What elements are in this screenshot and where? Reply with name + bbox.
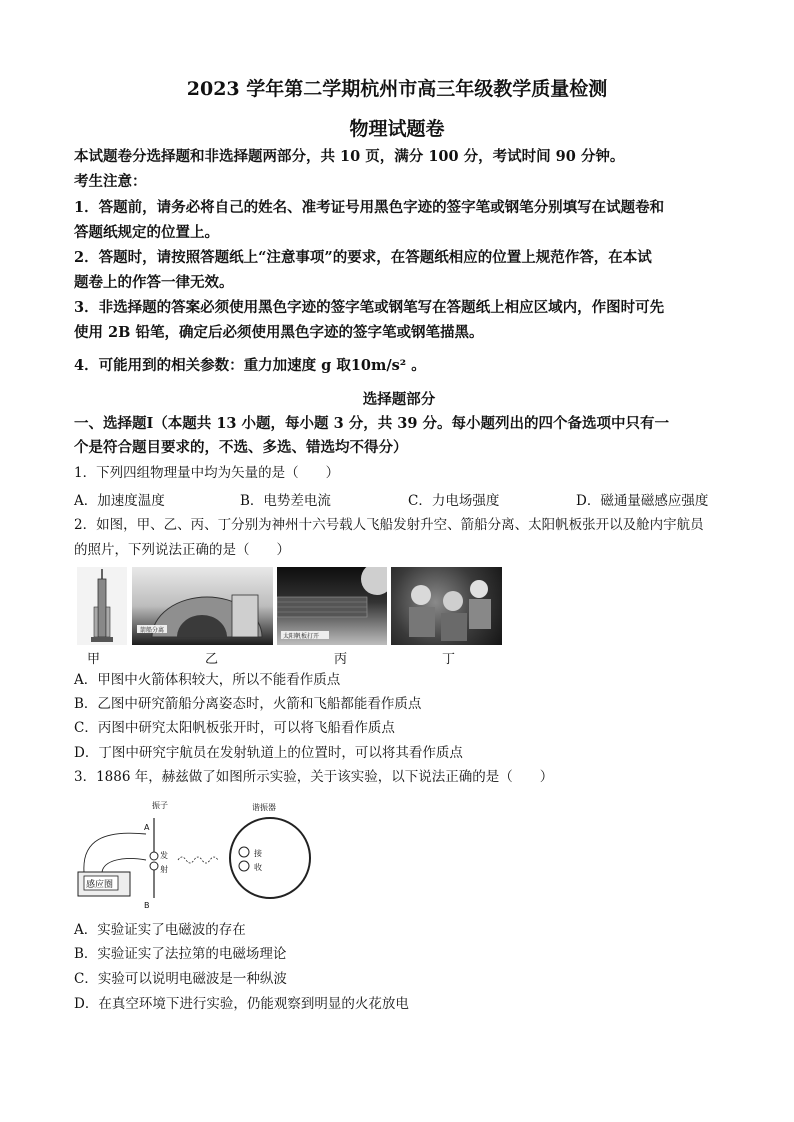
option-c: C．力电场强度 <box>408 493 500 509</box>
exam-subtitle: 物理试题卷 <box>349 118 445 140</box>
label-a: A <box>144 823 150 832</box>
resonator-label: 谐振器 <box>252 803 276 812</box>
note-line: 3．非选择题的答案必须使用黑色字迹的签字笔或钢笔写在答题纸上相应区域内，作图时可先 <box>74 299 665 316</box>
option-a: A．加速度温度 <box>74 493 165 509</box>
note-line: 使用 2B 铅笔，确定后必须使用黑色字迹的签字笔或钢笔描黑。 <box>74 324 484 341</box>
label-b: B <box>144 901 150 910</box>
part-title: 个是符合题目要求的，不选、多选、错选均不得分） <box>74 439 408 456</box>
knob-label: 振子 <box>152 801 168 810</box>
question-1-options <box>74 489 724 509</box>
note-line: 4．可能用到的相关参数：重力加速度 g 取10m/s² 。 <box>74 357 426 374</box>
question-2-option-a: A．甲图中火箭体积较大，所以不能看作质点 <box>74 672 341 688</box>
part-title: 一、选择题Ⅰ（本题共 13 小题，每小题 3 分，共 39 分。每小题列出的四个备选项中只有一 <box>74 415 670 432</box>
question-2-option-c: C．丙图中研究太阳帆板张开时，可以将飞船看作质点 <box>74 720 395 736</box>
question-3-option-a: A．实验证实了电磁波的存在 <box>74 922 246 938</box>
photo-rocket-launch <box>77 567 127 645</box>
question-3-option-c: C．实验可以说明电磁波是一种纵波 <box>74 971 287 987</box>
transmit-label: 发 <box>160 851 168 860</box>
photo-solar-panel <box>277 567 387 645</box>
note-line: 答题纸规定的位置上。 <box>74 224 219 241</box>
question-2-option-b: B．乙图中研究箭船分离姿态时，火箭和飞船都能看作质点 <box>74 696 422 712</box>
rocket-icon <box>77 567 127 645</box>
spacecraft-separation-icon <box>132 567 273 645</box>
note-line: 题卷上的作答一律无效。 <box>74 274 234 291</box>
exam-summary: 本试题卷分选择题和非选择题两部分，共 10 页，满分 100 分，考试时间 90 分钟。 <box>74 148 625 165</box>
caption-ding: 丁 <box>442 652 456 667</box>
solar-panel-icon <box>277 567 387 645</box>
astronaut-icon <box>391 567 502 645</box>
question-1-stem: 1．下列四组物理量中均为矢量的是（ ） <box>74 465 340 481</box>
photo-label: 太阳帆板打开 <box>283 633 320 640</box>
hertz-apparatus-icon <box>74 800 334 910</box>
question-2-stem: 2．如图，甲、乙、丙、丁分别为神州十六号载人飞船发射升空、箭船分离、太阳帆板张开以及舱内宇航员 <box>74 517 704 533</box>
caption-yi: 乙 <box>205 652 219 667</box>
note-line: 1．答题前，请务必将自己的姓名、准考证号用黑色字迹的签字笔或钢笔分别填写在试题卷和 <box>74 199 665 216</box>
section-heading: 选择题部分 <box>362 391 436 408</box>
hertz-experiment-diagram <box>74 800 334 910</box>
exam-title: 2023 学年第二学期杭州市高三年级教学质量检测 <box>186 78 608 100</box>
coil-label: 感应圈 <box>86 880 114 890</box>
photo-label: 箭船分离 <box>140 627 165 634</box>
photo-astronauts <box>391 567 502 645</box>
question-2-option-d: D．丁图中研究宇航员在发射轨道上的位置时，可以将其看作质点 <box>74 745 463 761</box>
question-3-option-b: B．实验证实了法拉第的电磁场理论 <box>74 946 287 962</box>
question-3-stem: 3．1886 年，赫兹做了如图所示实验，关于该实验，以下说法正确的是（ ） <box>74 769 554 785</box>
option-b: B．电势差电流 <box>240 493 331 509</box>
question-3-option-d: D．在真空环境下进行实验，仍能观察到明显的火花放电 <box>74 996 409 1012</box>
receive-label: 收 <box>254 863 262 872</box>
caption-jia: 甲 <box>87 652 101 667</box>
photo-separation <box>132 567 273 645</box>
notice-heading: 考生注意： <box>74 173 147 190</box>
option-d: D．磁通量磁感应强度 <box>576 493 709 509</box>
note-line: 2．答题时，请按照答题纸上“注意事项”的要求，在答题纸相应的位置上规范作答，在本试 <box>74 249 652 266</box>
caption-bing: 丙 <box>334 652 348 667</box>
transmit-label: 射 <box>160 865 168 874</box>
receive-label: 接 <box>254 849 262 858</box>
question-2-stem: 的照片，下列说法正确的是（ ） <box>74 542 290 558</box>
